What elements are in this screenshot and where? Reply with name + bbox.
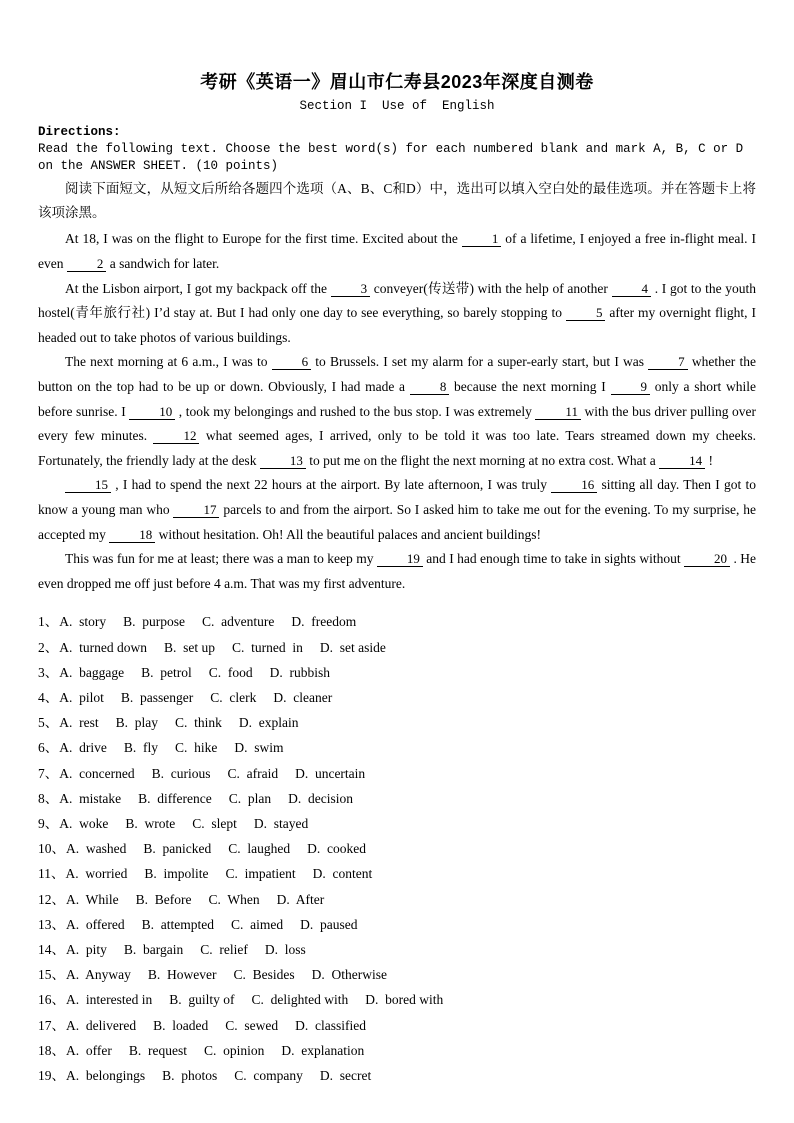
cloze-blank: 17 (173, 502, 219, 518)
question-option: C. adventure (202, 614, 275, 630)
question-option: A. pity (66, 941, 107, 957)
question-option: D. uncertain (295, 765, 366, 781)
question-option: A. turned down (59, 639, 147, 655)
question-option: C. relief (200, 941, 248, 957)
question-option: C. clerk (210, 689, 257, 705)
cloze-blank: 13 (260, 453, 306, 469)
question-option: D. bored with (365, 992, 444, 1008)
question-option: B. fly (123, 740, 159, 756)
question-option: A. baggage (59, 664, 125, 680)
question-option: A. While (66, 891, 119, 907)
question-option: A. concerned (59, 765, 135, 781)
question-row (38, 887, 756, 912)
question-row (38, 635, 756, 660)
question-option: B. guilty of (169, 992, 235, 1008)
question-number: 18、 (38, 1042, 65, 1058)
question-row (38, 735, 756, 760)
question-row (38, 685, 756, 710)
cloze-blank: 4 (612, 281, 652, 297)
question-option: C. When (208, 891, 260, 907)
question-number: 10、 (38, 841, 65, 857)
question-option: D. loss (264, 941, 306, 957)
question-option: D. paused (300, 916, 358, 932)
question-option: A. delivered (66, 1017, 137, 1033)
question-number: 16、 (38, 992, 65, 1008)
question-row (38, 1013, 756, 1038)
question-option: A. belongings (66, 1067, 146, 1083)
cloze-blank: 18 (109, 527, 155, 543)
question-option: B. bargain (123, 941, 184, 957)
cloze-blank: 12 (153, 428, 199, 444)
question-number: 8、 (38, 790, 59, 806)
question-option: A. story (59, 614, 107, 630)
question-option: B. panicked (143, 841, 212, 857)
question-option: D. swim (234, 740, 284, 756)
cloze-blank: 9 (611, 379, 651, 395)
question-option: A. worried (65, 866, 128, 882)
question-option: D. secret (319, 1067, 372, 1083)
cloze-blank: 5 (566, 305, 606, 321)
cloze-blank: 19 (377, 551, 423, 567)
doc-title: 考研《英语一》眉山市仁寿县2023年深度自测卷 (200, 72, 594, 92)
question-option: B. request (128, 1042, 187, 1058)
question-option: B. Before (135, 891, 192, 907)
question-row (38, 710, 756, 735)
question-option: A. woke (59, 815, 109, 831)
question-row (38, 660, 756, 685)
question-number: 4、 (38, 689, 59, 705)
question-number: 19、 (38, 1067, 65, 1083)
question-option: C. sewed (225, 1017, 279, 1033)
cloze-blank: 10 (129, 404, 175, 420)
question-number: 15、 (38, 967, 65, 983)
question-row (38, 761, 756, 786)
cloze-blank: 7 (648, 354, 688, 370)
question-row (38, 962, 756, 987)
question-option: A. mistake (59, 790, 122, 806)
question-row (38, 987, 756, 1012)
question-option: B. petrol (141, 664, 192, 680)
question-option: C. delighted with (251, 992, 349, 1008)
question-row (38, 1063, 756, 1088)
question-number: 9、 (38, 815, 59, 831)
directions-zh: 阅读下面短文，从短文后所给各题四个选项（A、B、C和D）中，选出可以填入空白处的最佳选项。并在答题卡上将该项涂黑。 (38, 181, 756, 221)
passage-paragraph: At 18, I was on the flight to Europe for the first time. Excited about the 1 of a lifetime, I enjoyed a free in-flight meal. I even 2 a sandwich for later. (38, 231, 756, 272)
cloze-blank: 14 (659, 453, 705, 469)
cloze-blank: 16 (551, 477, 597, 493)
question-option: B. curious (151, 765, 211, 781)
question-option: D. rubbish (269, 664, 330, 680)
question-option: B. loaded (153, 1017, 209, 1033)
question-option: B. attempted (141, 916, 214, 932)
question-option: A. offer (66, 1042, 112, 1058)
question-option: B. purpose (123, 614, 185, 630)
question-row (38, 861, 756, 886)
question-number: 14、 (38, 941, 65, 957)
question-number: 1、 (38, 614, 59, 630)
question-option: C. hike (175, 740, 218, 756)
question-option: C. plan (228, 790, 272, 806)
question-option: C. afraid (227, 765, 279, 781)
question-option: C. company (234, 1067, 303, 1083)
question-option: C. impatient (225, 866, 296, 882)
directions-label: Directions: (38, 125, 121, 140)
cloze-blank: 1 (462, 231, 502, 247)
cloze-blank: 3 (331, 281, 371, 297)
question-number: 6、 (38, 740, 59, 756)
question-option: A. washed (66, 841, 127, 857)
question-option: C. aimed (230, 916, 284, 932)
question-option: C. turned in (232, 639, 303, 655)
section-heading: Section I Use of English (299, 99, 495, 114)
question-option: D. content (312, 866, 373, 882)
question-option: B. difference (138, 790, 212, 806)
question-option: D. cleaner (273, 689, 333, 705)
passage-paragraph: 15 , I had to spend the next 22 hours at the airport. By late afternoon, I was truly 16 sitting all day. Then I got to know a young man who 17 parcels to and from the airport. So I asked him to take me out for the evening. To my surprise, he accepted my 18 without hesitation. Oh! All the beautiful palaces and ancient buildings! (38, 477, 757, 542)
question-number: 17、 (38, 1017, 65, 1033)
question-number: 7、 (38, 765, 59, 781)
question-row (38, 836, 756, 861)
directions-en: Read the following text. Choose the best word(s) for each numbered blank and mark A, B, C or D on the ANSWER SHEET. (10 points) (38, 142, 744, 173)
question-list (38, 609, 756, 1088)
question-option: A. offered (66, 916, 125, 932)
question-option: D. After (276, 891, 325, 907)
question-option: C. food (208, 664, 253, 680)
question-option: C. laughed (228, 841, 291, 857)
question-number: 12、 (38, 891, 65, 907)
question-row (38, 609, 756, 634)
question-option: D. stayed (253, 815, 309, 831)
question-option: C. Besides (233, 967, 295, 983)
question-option: A. Anyway (66, 967, 131, 983)
question-option: D. cooked (307, 841, 366, 857)
question-number: 13、 (38, 916, 65, 932)
question-option: C. think (175, 715, 222, 731)
question-number: 3、 (38, 664, 59, 680)
question-row (38, 1038, 756, 1063)
passage-paragraph: This was fun for me at least; there was a man to keep my 19 and I had enough time to take in sights without 20 . He even dropped me off just before 4 a.m. That was my first adventure. (38, 551, 756, 591)
question-option: D. explain (238, 715, 299, 731)
question-option: A. drive (59, 740, 107, 756)
question-option: B. passenger (120, 689, 194, 705)
question-row (38, 811, 756, 836)
question-option: D. set aside (319, 639, 386, 655)
passage-paragraph: The next morning at 6 a.m., I was to 6 to Brussels. I set my alarm for a super-early start, but I was 7 whether the button on the top had to be up or down. Obviously, I had made a 8 because the next morning I 9 only a short while before sunrise. I 10 , took my belongings and rushed to the bus stop. I was extremely 11 with the bus driver pulling over every few minutes. 12 what seemed ages, I arrived, only to be told it was too late. Tears streamed down my cheeks. Fortunately, the friendly lady at the desk 13 to put me on the flight the next morning at no extra cost. What a 14 ! (38, 354, 756, 468)
cloze-blank: 6 (272, 354, 312, 370)
question-option: B. set up (164, 639, 216, 655)
question-number: 2、 (38, 639, 59, 655)
question-option: C. opinion (203, 1042, 265, 1058)
passage-paragraph: At the Lisbon airport, I got my backpack off the 3 conveyer(传送带) with the help of another 4 . I got to the youth hostel(青年旅行社) I’d stay at. But I had only one day to see everything, so barely stopping to 5 after my overnight flight, I headed out to take photos of various buildings. (38, 280, 757, 345)
question-option: B. However (147, 967, 217, 983)
cloze-blank: 20 (684, 551, 730, 567)
question-option: C. slept (192, 815, 237, 831)
question-option: B. play (115, 715, 158, 731)
question-option: B. photos (162, 1067, 218, 1083)
question-option: D. explanation (281, 1042, 365, 1058)
cloze-blank: 8 (410, 379, 450, 395)
question-option: D. freedom (291, 614, 357, 630)
question-option: B. impolite (144, 866, 209, 882)
cloze-blank: 2 (67, 256, 107, 272)
question-option: D. decision (288, 790, 353, 806)
question-number: 5、 (38, 715, 59, 731)
question-option: D. classified (295, 1017, 366, 1033)
cloze-blank: 11 (535, 404, 581, 420)
question-option: D. Otherwise (311, 967, 387, 983)
question-option: B. wrote (125, 815, 176, 831)
question-row (38, 912, 756, 937)
question-option: A. rest (59, 715, 99, 731)
passage (38, 227, 756, 596)
question-row (38, 937, 756, 962)
question-option: A. pilot (59, 689, 104, 705)
question-row (38, 786, 756, 811)
cloze-blank: 15 (65, 477, 111, 493)
question-number: 11、 (38, 866, 65, 882)
question-option: A. interested in (66, 992, 153, 1008)
